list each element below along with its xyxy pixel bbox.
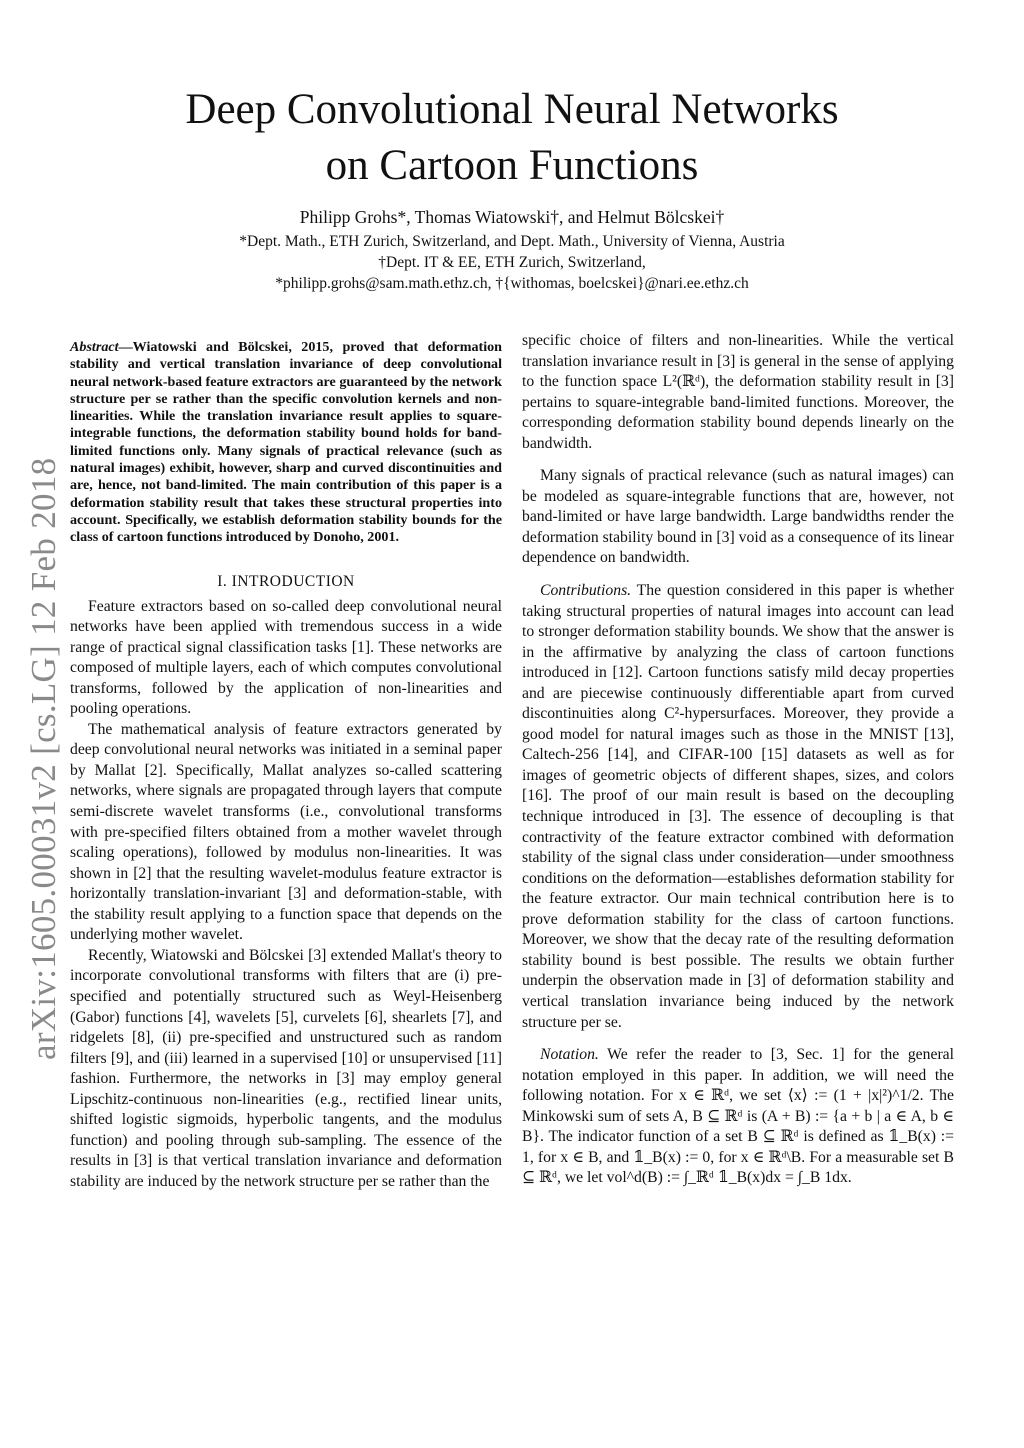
contributions-paragraph [522,581,954,1033]
abstract-text: —Wiatowski and Bölcskei, 2015, proved that deformation stability and vertical translation invariance of deep convolutional neural network-based feature extractors are guaranteed by the network structure per se rather than the specific convolution kernels and non-linearities. While the translation invariance result applies to square-integrable functions, the deformation stability bound holds for band-limited functions only. Many signals of practical relevance (such as natural images) exhibit, however, sharp and curved discontinuities and are, hence, not band-limited. The main contribution of this paper is a deformation stability result that takes these structural properties into account. Specifically, we establish deformation stability bounds for the class of cartoon functions introduced by Donoho, 2001. [70,339,502,546]
authors: Philipp Grohs*, Thomas Wiatowski†, and Helmut Bölcskei† [299,207,725,227]
contributions-text: The question considered in this paper is whether taking structural properties of natural images into account can lead to stronger deformation stability bounds. We show that the answer is in the affirmative by analyzing the class of cartoon functions introduced in [12]. Cartoon functions satisfy mild decay properties and are piecewise continuously differentiable apart from curved discontinuities along C²-hypersurfaces. Moreover, they provide a good model for natural images such as those in the MNIST [13], Caltech-256 [14], and CIFAR-100 [15] datasets as well as for images of geometric objects of different shapes, sizes, and colors [16]. The proof of our main result is based on the decoupling technique introduced in [3]. The essence of decoupling is that contractivity of the feature extractor combined with deformation stability of the signal class under consideration—under smoothness conditions on the deformation—establishes deformation stability for the feature extractor. Our main technical contribution here is to prove deformation stability for the class of cartoon functions. Moreover, we show that the decay rate of the resulting deformation stability bound is best possible. The results we obtain further underpin the observation made in [3] of deformation stability and vertical translation invariance being induced by the network structure per se. [522,582,954,1031]
intro-paragraph-1: Feature extractors based on so-called deep convolutional neural networks have been applied with tremendous success in a wide range of practical signal classification tasks [1]. These networks are composed of multiple layers, each of which computes convolutional transforms, followed by the application of non-linearities and pooling operations. [70,597,502,718]
notation-paragraph [522,1045,954,1189]
right-paragraph-1: specific choice of filters and non-linearities. While the vertical translation invariance result in [3] is general in the sense of applying to the function space L²(ℝᵈ), the deformation stability result in [3] pertains to square-integrable band-limited functions. Moreover, the corresponding deformation stability bound depends linearly on the bandwidth. [522,332,954,452]
notation-text: We refer the reader to [3, Sec. 1] for the general notation employed in this paper. In addition, we will need the following notation. For x ∈ ℝᵈ, we set ⟨x⟩ := (1 + |x|²)^1/2. The Minkowski sum of sets A, B ⊆ ℝᵈ is (A + B) := {a + b | a ∈ A, b ∈ B}. The indicator function of a set B ⊆ ℝᵈ is defined as 𝟙_B(x) := 1, for x ∈ B, and 𝟙_B(x) := 0, for x ∈ ℝᵈ\B. For a measurable set B ⊆ ℝᵈ, we let vol^d(B) := ∫_ℝᵈ 𝟙_B(x)dx = ∫_B 1dx. [522,1046,954,1187]
abstract-lead: Abstract [70,339,119,355]
right-paragraph-2: Many signals of practical relevance (such as natural images) can be modeled as square-integrable functions that are, however, not band-limited or have large bandwidth. Large bandwidths render the deformation stability bound in [3] void as a consequence of its linear dependence on bandwidth. [522,467,954,567]
affiliation-3: *philipp.grohs@sam.math.ethz.ch, †{withomas, boelcskei}@nari.ee.ethz.ch [275,275,749,292]
right-column [522,331,954,1189]
arxiv-identifier: arXiv:1605.00031v2 [cs.LG] 12 Feb 2018 [24,457,63,1060]
affiliation-1: *Dept. Math., ETH Zurich, Switzerland, and Dept. Math., University of Vienna, Austria [239,233,785,250]
title-line-2: on Cartoon Functions [325,142,699,189]
notation-lead: Notation. [540,1046,599,1064]
left-column [70,331,502,1192]
abstract [70,339,502,547]
affiliation-2: †Dept. IT & EE, ETH Zurich, Switzerland, [378,254,646,271]
section-title-introduction: I. INTRODUCTION [217,572,355,590]
intro-paragraph-3: Recently, Wiatowski and Bölcskei [3] extended Mallat's theory to incorporate convolutional transforms with filters that are (i) pre-specified and potentially structured such as Weyl-Heisenberg (Gabor) functions [4], wavelets [5], curvelets [6], shearlets [7], and ridgelets [8], (ii) pre-specified and unstructured such as random filters [9], and (iii) learned in a supervised [10] or unsupervised [11] fashion. Furthermore, the networks in [3] may employ general Lipschitz-continuous non-linearities (e.g., rectified linear units, shifted logistic sigmoids, hyperbolic tangents, and the modulus function) and pooling through sub-sampling. The essence of the results in [3] is that vertical translation invariance and deformation stability are induced by the network structure per se rather than the [70,946,502,1190]
paper-title [100,82,924,194]
intro-paragraph-2: The mathematical analysis of feature extractors generated by deep convolutional neural networks was initiated in a seminal paper by Mallat [2]. Specifically, Mallat analyzes so-called scattering networks, where signals are propagated through layers that compute semi-discrete wavelet transforms (i.e., convolutional transforms with pre-specified filters obtained from a mother wavelet through scaling operations), followed by modulus non-linearities. It was shown in [2] that the resulting wavelet-modulus feature extractor is horizontally translation-invariant [3] and deformation-stable, with the stability result applying to a function space that depends on the underlying mother wavelet. [70,720,502,944]
contributions-lead: Contributions. [540,582,632,600]
title-line-1: Deep Convolutional Neural Networks [185,86,839,133]
